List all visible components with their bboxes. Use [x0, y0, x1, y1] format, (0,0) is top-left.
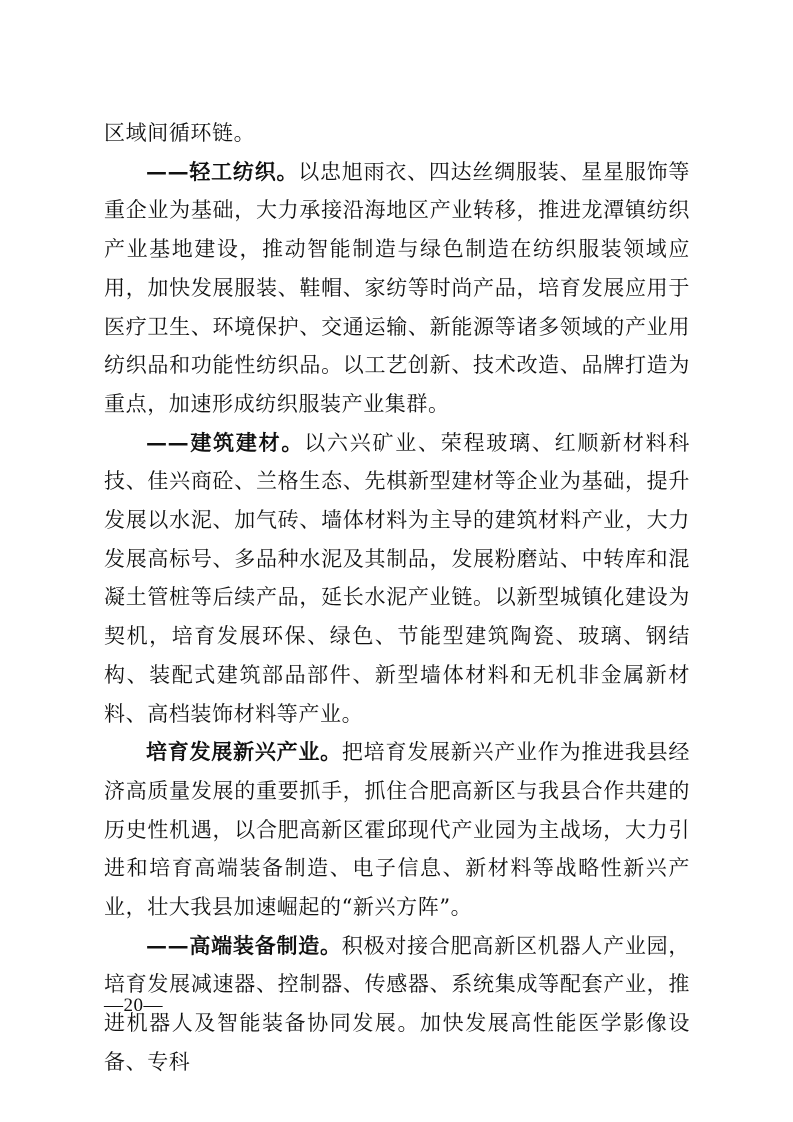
paragraph-text: 以忠旭雨衣、四达丝绸服装、星星服饰等重企业为基础，大力承接沿海地区产业转移，推进龙潭镇纺织产业基地建设，推动智能制造与绿色制造在纺织服装领域应用，加快发展服装、鞋帽、家纺等时尚产品，培育发展应用于医疗卫生、环境保护、交通运输、新能源等诸多领域的产业用纺织品和功能性纺织品。以工艺创新、技术改造、品牌打造为重点，加速形成纺织服装产业集群。 — [104, 159, 690, 416]
page-number: —20— — [104, 995, 163, 1016]
paragraph-lead: ——建筑建材。 — [146, 429, 305, 455]
document-body — [104, 114, 690, 1082]
paragraph-lead: ——高端装备制造。 — [146, 932, 342, 958]
paragraph-text: 积极对接合肥高新区机器人产业园，培育发展减速器、控制器、传感器、系统集成等配套产业，推进机器人及智能装备协同发展。加快发展高性能医学影像设备、专科 — [104, 933, 690, 1074]
paragraph-building-materials — [104, 424, 690, 734]
paragraph-text: 把培育发展新兴产业作为推进我县经济高质量发展的重要抓手，抓住合肥高新区与我县合作共建的历史性机遇，以合肥高新区霍邱现代产业园为主战场，大力引进和培育高端装备制造、电子信息、新材料等战略性新兴产业，壮大我县加速崛起的“新兴方阵”。 — [104, 740, 690, 920]
paragraph-continuation — [104, 114, 690, 153]
paragraph-light-textile — [104, 153, 690, 424]
paragraph-lead: ——轻工纺织。 — [146, 158, 299, 184]
paragraph-lead: 培育发展新兴产业。 — [146, 739, 342, 765]
paragraph-text: 以六兴矿业、荣程玻璃、红顺新材料科技、佳兴商砼、兰格生态、先棋新型建材等企业为基础，提升发展以水泥、加气砖、墙体材料为主导的建筑材料产业，大力发展高标号、多品种水泥及其制品，发展粉磨站、中转库和混凝土管桩等后续产品，延长水泥产业链。以新型城镇化建设为契机，培育发展环保、绿色、节能型建筑陶瓷、玻璃、钢结构、装配式建筑部品部件、新型墙体材料和无机非金属新材料、高档装饰材料等产业。 — [104, 430, 690, 726]
paragraph-high-end-equipment — [104, 927, 690, 1082]
paragraph-text: 区域间循环链。 — [104, 121, 256, 145]
paragraph-emerging-industries — [104, 733, 690, 927]
